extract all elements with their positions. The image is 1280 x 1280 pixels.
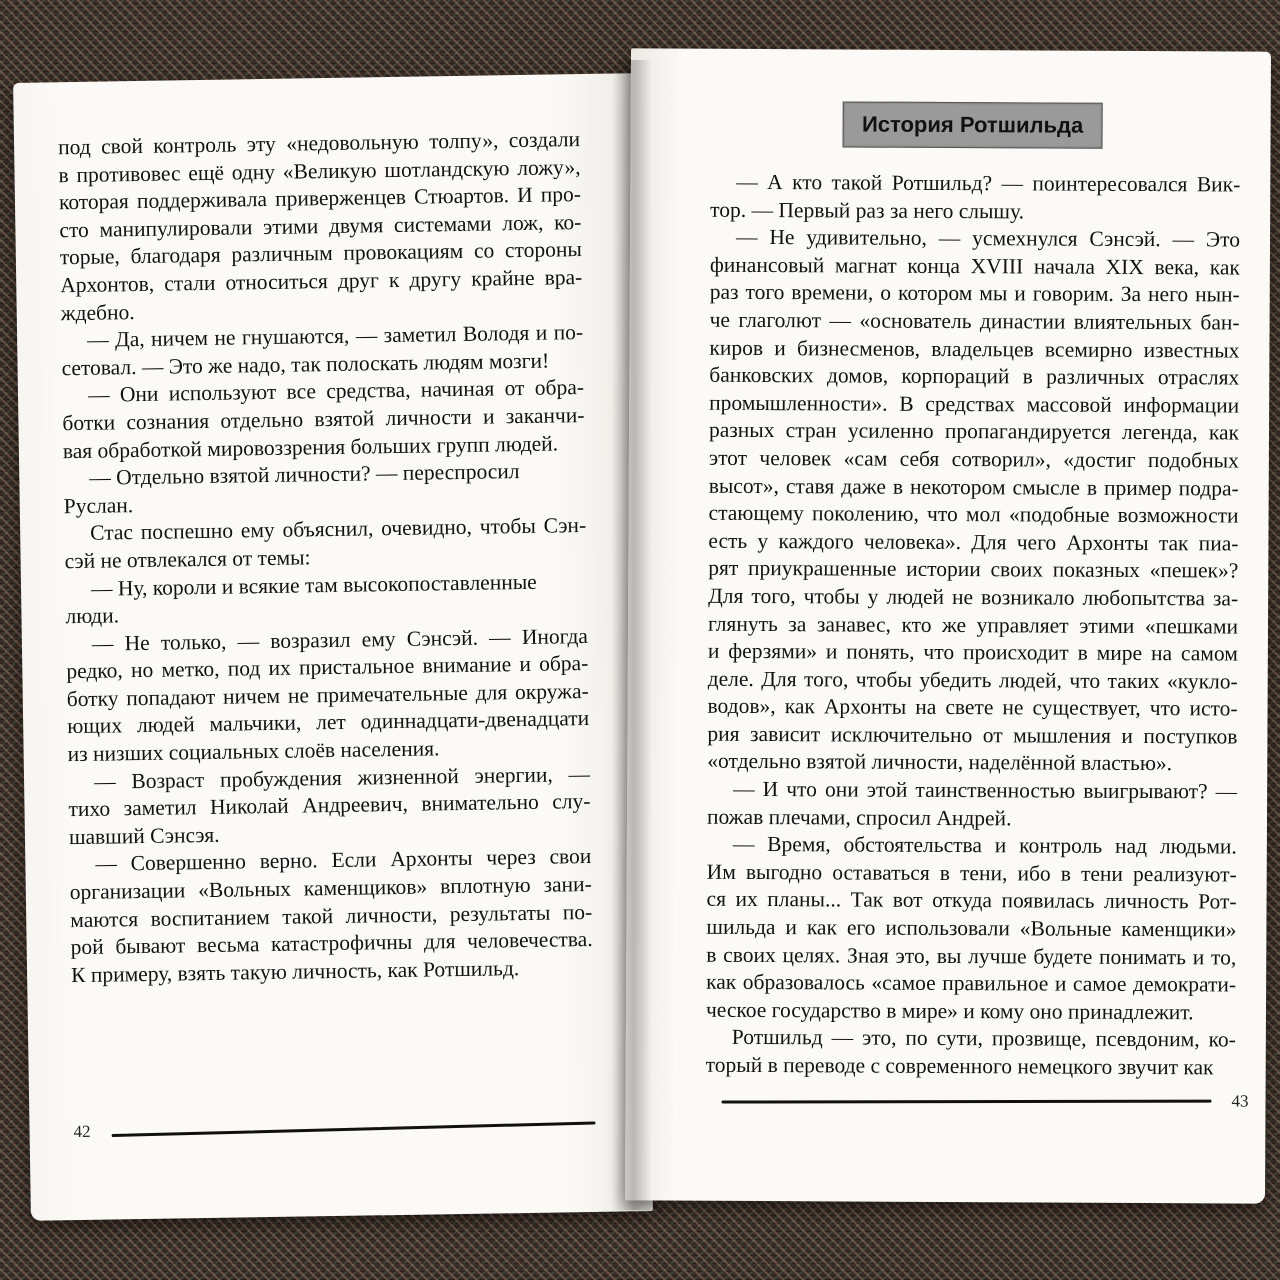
text-line: разных стран усиленно пропагандируется легенда, как bbox=[708, 418, 1240, 445]
text-line: ющих людей мальчики, лет одиннадцати-двенадцати bbox=[67, 706, 590, 739]
text-line: финансовый магнат конца XVIII начала XIX века, как bbox=[709, 252, 1240, 280]
text-line: — Совершенно верно. Если Архонты через свои bbox=[95, 844, 592, 877]
text-line: — Возраст пробуждения жизненной энергии, — bbox=[93, 761, 591, 794]
text-line: — Да, ничем не гнушаются, — заметил Володя и по- bbox=[86, 320, 584, 352]
text-line: К примеру, взять такую личность, как Ротшильд. bbox=[70, 955, 520, 987]
text-line: Архонтов, стали относиться друг к другу крайне вра- bbox=[60, 265, 583, 298]
text-line: че глаголют — «основатель династии влиятельных бан- bbox=[709, 307, 1240, 335]
right-footer-rule bbox=[722, 1100, 1212, 1104]
text-line: как образовалось «самое правильное и самое демократи- bbox=[706, 969, 1237, 997]
text-line: тихо заметил Николай Андреевич, внимательно слу- bbox=[68, 789, 591, 822]
text-line: маются воспитанием такой личности, результаты по- bbox=[70, 899, 593, 932]
text-line: сетовал. — Это же надо, так полоскать людям мозги! bbox=[61, 348, 550, 380]
text-line: промышленности». В средствах массовой информации bbox=[709, 390, 1240, 418]
text-line: из низших социальных слоёв населения. bbox=[67, 736, 440, 767]
text-line: торые, благодаря различным провокациям со стороны bbox=[59, 237, 582, 270]
text-line: водов», как Архонты на свете не существует, что исто- bbox=[707, 694, 1238, 721]
text-line: — Время, обстоятельства и контроль над людьми. bbox=[732, 832, 1237, 859]
text-line: — И что они этой таинственностью выигрывают? — bbox=[733, 776, 1238, 804]
text-line: — А кто такой Ротшильд? — поинтересовался Вик- bbox=[736, 169, 1241, 197]
text-line: Ротшильд — это, по сути, прозвище, псевдоним, ко- bbox=[731, 1025, 1236, 1052]
text-line: Стас поспешно ему объяснил, очевидно, чтобы Сэн- bbox=[89, 513, 587, 546]
right-page-text bbox=[706, 169, 1241, 1082]
text-line: высот», ставя даже в некотором смысле в пример подра- bbox=[708, 473, 1239, 501]
text-line: раз того времени, о котором мы и говорим. За него нын- bbox=[709, 280, 1240, 307]
text-line: пожав плечами, спросил Андрей. bbox=[706, 804, 1012, 830]
text-line: рой бывают весьма катастрофичны для человечества. bbox=[70, 927, 593, 960]
text-line: киров и бизнесменов, владельцев всемирно известных bbox=[709, 335, 1240, 363]
text-line: — Отдельно взятой личности? — переспросил bbox=[89, 459, 520, 490]
text-line: стающему поколению, что мол «подобные возможности bbox=[708, 500, 1239, 528]
left-page-text bbox=[58, 126, 593, 989]
text-line: вая обработкой мировоззрения больших групп людей. bbox=[62, 430, 559, 463]
text-line: сэй не отвлекался от темы: bbox=[64, 545, 311, 574]
text-line: в своих целях. Зная это, вы лучше будете понимать и то, bbox=[706, 942, 1237, 970]
chapter-heading-box bbox=[843, 101, 1103, 148]
text-line: «отдельно взятой личности, наделённой властью». bbox=[707, 749, 1173, 776]
text-line: — Не только, — возразил ему Сэнсэй. — Иногда bbox=[91, 623, 589, 656]
text-line: под свой контроль эту «недовольную толпу», создали bbox=[57, 127, 581, 160]
text-line: шавший Сэнсэя. bbox=[68, 822, 220, 850]
left-footer-rule bbox=[112, 1121, 596, 1137]
text-line: ботки сознания отдельно взятой личности и заканчи- bbox=[62, 402, 585, 436]
text-line: ся их планы... Так вот откуда появилась личность Рот- bbox=[706, 887, 1237, 914]
text-line: — Ну, короли и всякие там высокопоставленные bbox=[90, 569, 537, 601]
text-line: и ферзями» и понять, что происходит в мире на самом bbox=[707, 638, 1238, 666]
text-line: — Они используют все средства, начиная от обра- bbox=[87, 375, 585, 408]
text-line: ждебно. bbox=[60, 299, 135, 325]
text-line: ботку попадают ничем не примечательные для окружа- bbox=[66, 678, 589, 712]
right-page-number: 43 bbox=[1231, 1091, 1249, 1111]
text-line: деле. Для того, чтобы убедить людей, что таких «кукло- bbox=[707, 666, 1238, 694]
text-line: тор. — Первый раз за него слышу. bbox=[710, 197, 1025, 223]
text-line: торый в переводе с современного немецкого звучит как bbox=[705, 1052, 1214, 1080]
text-line: есть у каждого человека». Для чего Архонты так пиа- bbox=[708, 528, 1239, 556]
text-line: — Не удивительно, — усмехнулся Сэнсэй. — Это bbox=[735, 225, 1241, 252]
text-line: Им выгодно оставаться в тени, ибо в тени реализуют- bbox=[706, 859, 1237, 887]
text-line: редко, но метко, под их пристальное внимание и обра- bbox=[66, 651, 589, 684]
text-line: шильда и как его использовали «Вольные каменщики» bbox=[706, 914, 1237, 942]
text-line: Для того, чтобы у людей не возникало любопытства за- bbox=[708, 583, 1239, 611]
text-line: рия зависит исключительно от мышления и поступков bbox=[707, 721, 1238, 749]
text-line: рят приукрашенные истории своих показных «пешек»? bbox=[708, 556, 1239, 583]
text-line: Руслан. bbox=[63, 492, 134, 518]
text-line: ческое государство в мире» и кому оно принадлежит. bbox=[705, 997, 1194, 1025]
text-line: которая поддерживала приверженцев Стюартов. И про- bbox=[58, 182, 582, 215]
left-page-number: 42 bbox=[73, 1121, 91, 1142]
left-page bbox=[13, 73, 653, 1221]
text-line: глянуть за занавес, кто же управляет этими «пешками bbox=[707, 611, 1239, 639]
text-line: организации «Вольных каменщиков» вплотную зани- bbox=[69, 871, 592, 905]
text-line: в противовес ещё одну «Великую шотландскую ложу», bbox=[58, 154, 581, 187]
text-line: этот человек «сам себя сотворил», «достиг подобных bbox=[708, 445, 1239, 473]
text-line: сто манипулировали этими двумя системами лож, ко- bbox=[59, 209, 582, 243]
chapter-heading: История Ротшильда bbox=[861, 111, 1084, 138]
text-line: люди. bbox=[65, 603, 120, 629]
right-page bbox=[625, 48, 1271, 1203]
text-line: банковских домов, корпораций в различных отраслях bbox=[709, 362, 1240, 390]
